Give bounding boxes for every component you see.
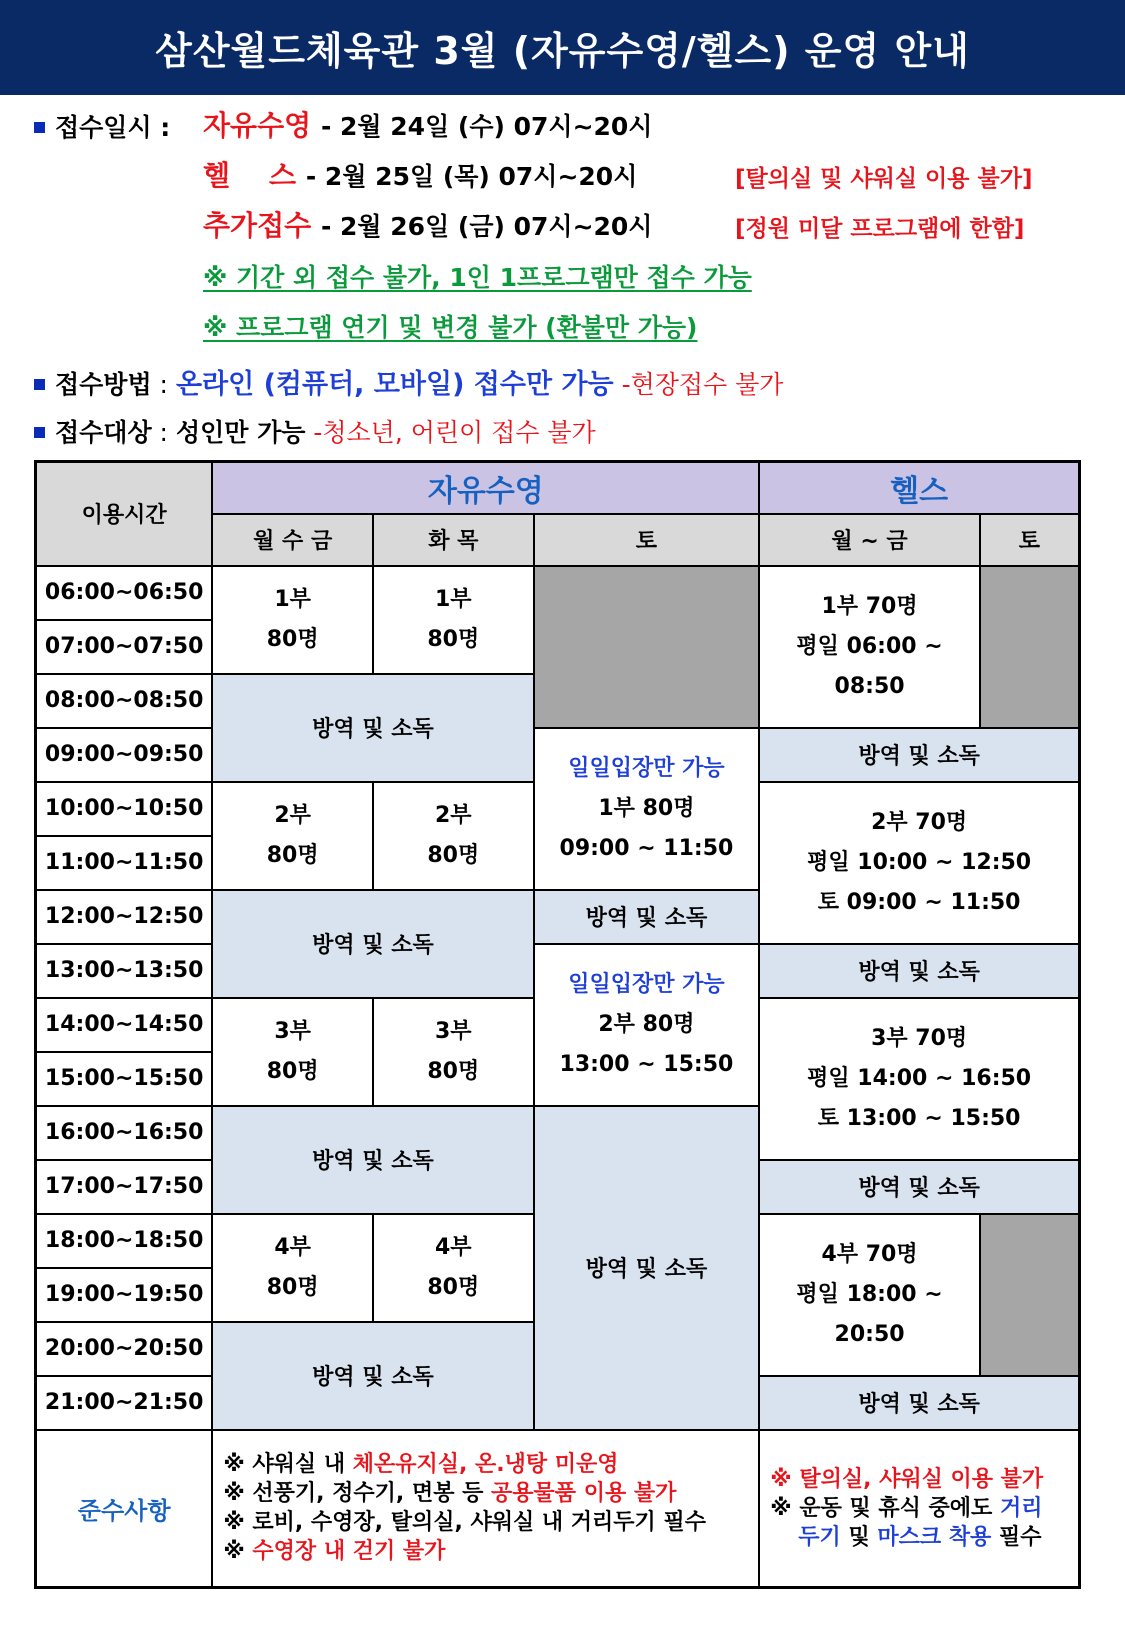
- part: 1부 80명: [598, 795, 695, 821]
- reception-health-name: 헬 스: [203, 159, 297, 192]
- health-p3: [759, 998, 1079, 1160]
- swim-tt-p2: [373, 782, 534, 890]
- swim-sat-2: [534, 944, 760, 1106]
- time: 평일 14:00 ~ 16:50: [807, 1065, 1032, 1091]
- reception-extra-note: [정원 미달 프로그램에 한함]: [735, 216, 1025, 242]
- health-note-3: [770, 1523, 1068, 1552]
- time-slot: 06:00~06:50: [36, 566, 213, 620]
- capacity: 80명: [266, 626, 319, 652]
- note-text: 필수: [991, 1524, 1042, 1550]
- swim-tt-p4: [373, 1214, 534, 1322]
- time-slot: 11:00~11:50: [36, 836, 213, 890]
- swim-header: 자유수영: [212, 462, 759, 514]
- note-highlight: 수영장 내 걷기 불가: [252, 1539, 446, 1565]
- time-header: 이용시간: [36, 462, 213, 566]
- health-weekday-p4: [759, 1214, 980, 1376]
- reception-health-detail: - 2월 25일 (목) 07시~20시: [305, 162, 638, 191]
- target-note: -청소년, 어린이 접수 불가: [305, 418, 596, 447]
- note-highlight: 거리: [999, 1495, 1043, 1521]
- health-header: 헬스: [759, 462, 1079, 514]
- part: 3부 70명: [871, 1025, 968, 1051]
- part: 4부: [274, 1234, 311, 1260]
- bullet-square-icon: [34, 122, 45, 133]
- swim-mwf-p3: [212, 998, 373, 1106]
- time-slot: 08:00~08:50: [36, 674, 213, 728]
- time-slot: 17:00~17:50: [36, 1160, 213, 1214]
- health-notes: [759, 1430, 1079, 1588]
- note-highlight: 두기: [798, 1524, 841, 1550]
- reception-row-swim: [34, 108, 170, 144]
- reception-rule-2: ※ 프로그램 연기 및 변경 불가 (환불만 가능): [203, 313, 698, 342]
- health-sat-closed: [980, 1214, 1080, 1376]
- swim-disinfect: 방역 및 소독: [212, 674, 533, 782]
- swim-mwf-p4: [212, 1214, 373, 1322]
- time-slot: 19:00~19:50: [36, 1268, 213, 1322]
- time-slot: 21:00~21:50: [36, 1376, 213, 1430]
- note-text: ※: [223, 1539, 253, 1565]
- swim-notes: [212, 1430, 759, 1588]
- subheader-weekday: 월 ~ 금: [759, 514, 980, 566]
- swim-disinfect: 방역 및 소독: [212, 890, 533, 998]
- part: 1부 70명: [821, 593, 918, 619]
- time-slot: 07:00~07:50: [36, 620, 213, 674]
- health-weekday-p1: [759, 566, 980, 728]
- swim-sat-disinfect: 방역 및 소독: [534, 1106, 760, 1430]
- health-disinfect: 방역 및 소독: [759, 1160, 1079, 1214]
- method-row: [34, 362, 783, 401]
- part: 1부: [274, 586, 311, 612]
- part: 2부 80명: [598, 1011, 695, 1037]
- part: 2부: [274, 802, 311, 828]
- capacity: 80명: [427, 1058, 480, 1084]
- health-note-1: ※ 탈의실, 샤워실 이용 불가: [770, 1466, 1044, 1492]
- time: 13:00 ~ 15:50: [559, 1051, 734, 1077]
- target-label: 접수대상: [55, 418, 152, 447]
- swim-sat-disinfect: 방역 및 소독: [534, 890, 760, 944]
- method-note: -현장접수 불가: [613, 370, 784, 399]
- target-value: 성인만 가능: [175, 418, 306, 447]
- swim-sat-closed: [534, 566, 760, 728]
- reception-label: 접수일시 :: [55, 113, 171, 142]
- swim-tt-p1: [373, 566, 534, 674]
- health-sat-closed: [980, 566, 1080, 728]
- daily-entry-notice: 일일입장만 가능: [568, 755, 725, 781]
- capacity: 80명: [427, 1274, 480, 1300]
- part: 4부: [434, 1234, 472, 1260]
- subheader-sat: 토: [534, 514, 760, 566]
- note-text: 및: [840, 1524, 878, 1550]
- swim-disinfect: 방역 및 소독: [212, 1106, 533, 1214]
- health-disinfect: 방역 및 소독: [759, 1376, 1079, 1430]
- swim-mwf-p2: [212, 782, 373, 890]
- subheader-mwf: 월 수 금: [212, 514, 373, 566]
- time: 평일 10:00 ~ 12:50: [807, 849, 1032, 875]
- subheader-sat-health: 토: [980, 514, 1080, 566]
- reception-swim-detail: - 2월 24일 (수) 07시~20시: [320, 112, 653, 141]
- reception-health-note: [탈의실 및 샤워실 이용 불가]: [735, 166, 1033, 192]
- reception-swim: [203, 104, 652, 144]
- capacity: 80명: [427, 842, 480, 868]
- swim-note-3: ※ 로비, 수영장, 탈의실, 샤워실 내 거리두기 필수: [223, 1510, 706, 1536]
- swim-tt-p3: [373, 998, 534, 1106]
- note-text: ※ 운동 및 휴식 중에도: [770, 1495, 1000, 1521]
- reception-extra-detail: - 2월 26일 (금) 07시~20시: [320, 212, 653, 241]
- time-slot: 15:00~15:50: [36, 1052, 213, 1106]
- health-disinfect: 방역 및 소독: [759, 944, 1079, 998]
- method-separator: :: [151, 370, 176, 399]
- swim-sat-1: [534, 728, 760, 890]
- capacity: 80명: [266, 1058, 319, 1084]
- time-slot: 12:00~12:50: [36, 890, 213, 944]
- schedule-table: [34, 460, 1081, 1589]
- subheader-tt: 화 목: [373, 514, 534, 566]
- part: 1부: [434, 586, 472, 612]
- reception-extra: [203, 204, 652, 244]
- bullet-square-icon: [34, 427, 45, 438]
- time: 평일 06:00 ~ 08:50: [796, 633, 943, 699]
- time: 평일 18:00 ~ 20:50: [796, 1281, 943, 1347]
- time: 09:00 ~ 11:50: [559, 835, 734, 861]
- swim-note-4: [223, 1537, 748, 1566]
- time-slot: 13:00~13:50: [36, 944, 213, 998]
- health-note-2: [770, 1494, 1068, 1523]
- sat-time: 토 13:00 ~ 15:50: [817, 1105, 1021, 1131]
- swim-note-2: [223, 1479, 748, 1508]
- time-slot: 20:00~20:50: [36, 1322, 213, 1376]
- note-highlight: 마스크 착용: [877, 1524, 992, 1550]
- time-slot: 10:00~10:50: [36, 782, 213, 836]
- swim-note-1: [223, 1450, 748, 1479]
- method-value: 온라인 (컴퓨터, 모바일) 접수만 가능: [175, 369, 614, 400]
- note-highlight: 체온유지실, 온.냉탕 미운영: [352, 1452, 619, 1478]
- health-disinfect: 방역 및 소독: [759, 728, 1079, 782]
- reception-health: [203, 154, 637, 194]
- capacity: 80명: [266, 1274, 319, 1300]
- sat-time: 토 09:00 ~ 11:50: [817, 889, 1021, 915]
- note-highlight: 공용물품 이용 불가: [491, 1481, 677, 1507]
- swim-mwf-p1: [212, 566, 373, 674]
- capacity: 80명: [427, 626, 480, 652]
- time-slot: 16:00~16:50: [36, 1106, 213, 1160]
- time-slot: 18:00~18:50: [36, 1214, 213, 1268]
- notice-label: 준수사항: [36, 1430, 213, 1588]
- part: 3부: [434, 1018, 472, 1044]
- part: 2부: [434, 802, 472, 828]
- note-text: ※ 선풍기, 정수기, 면봉 등: [223, 1481, 492, 1507]
- part: 2부 70명: [871, 809, 968, 835]
- target-separator: :: [151, 418, 176, 447]
- daily-entry-notice: 일일입장만 가능: [568, 971, 725, 997]
- health-p2: [759, 782, 1079, 944]
- part: 3부: [274, 1018, 311, 1044]
- page-title: 삼산월드체육관 3월 (자유수영/헬스) 운영 안내: [0, 0, 1125, 95]
- part: 4부 70명: [821, 1241, 918, 1267]
- time-slot: 14:00~14:50: [36, 998, 213, 1052]
- time-slot: 09:00~09:50: [36, 728, 213, 782]
- reception-swim-name: 자유수영: [203, 109, 312, 142]
- bullet-square-icon: [34, 379, 45, 390]
- method-label: 접수방법: [55, 370, 152, 399]
- reception-extra-name: 추가접수: [203, 209, 312, 242]
- target-row: [34, 413, 596, 449]
- swim-disinfect: 방역 및 소독: [212, 1322, 533, 1430]
- note-text: ※ 샤워실 내: [223, 1452, 353, 1478]
- reception-rule-1: ※ 기간 외 접수 불가, 1인 1프로그램만 접수 가능: [203, 263, 752, 292]
- capacity: 80명: [266, 842, 319, 868]
